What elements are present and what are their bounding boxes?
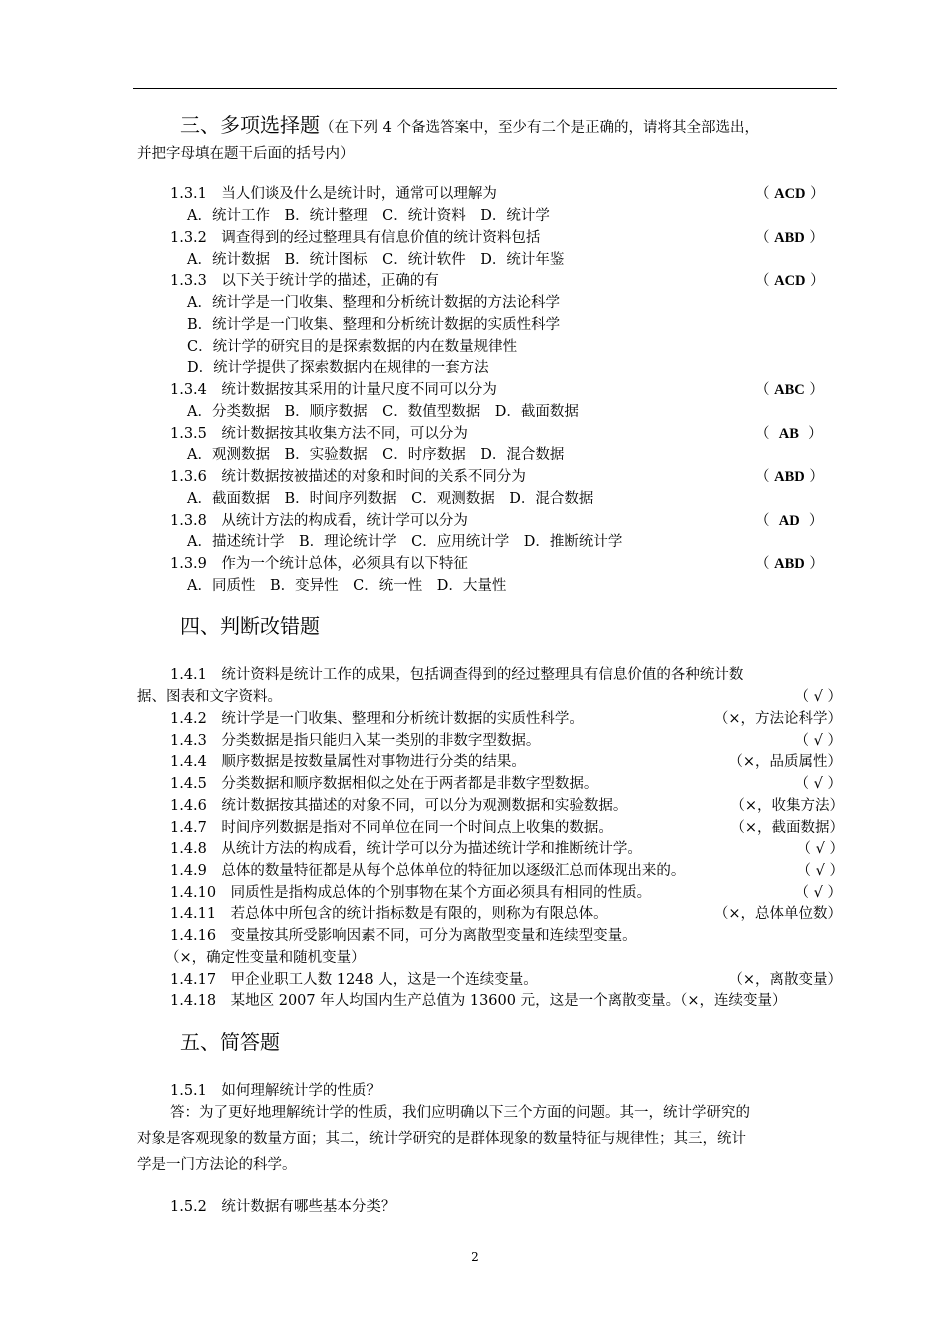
section-heading: 三、多项选择题 xyxy=(180,113,320,137)
judge-mark: （ √ ） xyxy=(794,689,842,705)
answer: （ ABD ） xyxy=(755,230,824,246)
judge-item: 1.4.16 变量按其所受影响因素不同，可分为离散型变量和连续型变量。 xyxy=(170,928,637,944)
judge-mark: （ √ ） xyxy=(796,841,844,857)
short-answer: 对象是客观现象的数量方面；其二，统计学研究的是群体现象的数量特征与规律性；其三，统计 xyxy=(137,1131,746,1147)
answer: （ ACD ） xyxy=(755,186,825,202)
question-stem: 1.3.6 统计数据按被描述的对象和时间的关系不同分为 xyxy=(170,469,526,485)
judge-item: 1.4.7 时间序列数据是指对不同单位在同一个时间点上收集的数据。 xyxy=(170,820,613,836)
question-stem: 1.3.8 从统计方法的构成看，统计学可以分为 xyxy=(170,513,468,529)
question-stem: 1.3.4 统计数据按其采用的计量尺度不同可以分为 xyxy=(170,382,497,398)
question-stem: 1.3.2 调查得到的经过整理具有信息价值的统计资料包括 xyxy=(170,230,541,246)
judge-item: 1.4.9 总体的数量特征都是从每个总体单位的特征加以逐级汇总而体现出来的。 xyxy=(170,863,686,879)
answer: （ ACD ） xyxy=(755,273,825,289)
judge-item: 1.4.11 若总体中所包含的统计指标数是有限的，则称为有限总体。 xyxy=(170,906,608,922)
answer: （ ABD ） xyxy=(755,469,824,485)
section-note: （在下列 4 个备选答案中，至少有二个是正确的，请将其全部选出， xyxy=(320,120,759,136)
short-question: 1.5.1 如何理解统计学的性质？ xyxy=(170,1083,381,1099)
judge-mark: （×，总体单位数） xyxy=(713,906,842,922)
options: A．截面数据 B．时间序列数据 C．观测数据 D．混合数据 xyxy=(187,491,594,507)
answer: （ AD ） xyxy=(755,513,824,529)
judge-item: 1.4.18 某地区 2007 年人均国内生产总值为 13600 元，这是一个离散变量。（×，连续变量） xyxy=(170,993,787,1009)
options: A．同质性 B．变异性 C．统一性 D．大量性 xyxy=(187,578,507,594)
options: A．观测数据 B．实验数据 C．时序数据 D．混合数据 xyxy=(187,447,565,463)
judge-item: 1.4.2 统计学是一门收集、整理和分析统计数据的实质性科学。 xyxy=(170,711,584,727)
judge-mark: （ √ ） xyxy=(794,733,842,749)
judge-item-cont: 据、图表和文字资料。 xyxy=(137,689,282,705)
judge-item-cont: （×，确定性变量和随机变量） xyxy=(165,950,366,966)
judge-mark: （ √ ） xyxy=(794,885,842,901)
short-answer: 答：为了更好地理解统计学的性质，我们应明确以下三个方面的问题。其一，统计学研究的 xyxy=(170,1105,750,1121)
options: A．统计数据 B．统计图标 C．统计软件 D．统计年鉴 xyxy=(187,252,565,268)
section-note-cont: 并把字母填在题干后面的括号内） xyxy=(137,146,355,162)
question-stem: 1.3.1 当人们谈及什么是统计时，通常可以理解为 xyxy=(170,186,497,202)
answer: （ AB ） xyxy=(755,426,823,442)
options: A．统计工作 B．统计整理 C．统计资料 D．统计学 xyxy=(187,208,550,224)
option: A．统计学是一门收集、整理和分析统计数据的方法论科学 xyxy=(187,295,560,311)
section-title-judge: 四、判断改错题 xyxy=(180,614,320,638)
question-stem: 1.3.9 作为一个统计总体，必须具有以下特征 xyxy=(170,556,468,572)
judge-mark: （×，收集方法） xyxy=(730,798,844,814)
judge-mark: （ √ ） xyxy=(796,863,844,879)
options: A．描述统计学 B．理论统计学 C．应用统计学 D．推断统计学 xyxy=(187,534,623,550)
section-title-multi xyxy=(180,112,759,141)
section-title-short: 五、简答题 xyxy=(180,1030,280,1054)
short-question: 1.5.2 统计数据有哪些基本分类？ xyxy=(170,1199,396,1215)
judge-item: 1.4.8 从统计方法的构成看，统计学可以分为描述统计学和推断统计学。 xyxy=(170,841,642,857)
judge-mark: （×，截面数据） xyxy=(730,820,844,836)
question-stem: 1.3.3 以下关于统计学的描述，正确的有 xyxy=(170,273,439,289)
options: A．分类数据 B．顺序数据 C．数值型数据 D．截面数据 xyxy=(187,404,579,420)
judge-item: 1.4.5 分类数据和顺序数据相似之处在于两者都是非数字型数据。 xyxy=(170,776,599,792)
judge-item: 1.4.6 统计数据按其描述的对象不同，可以分为观测数据和实验数据。 xyxy=(170,798,628,814)
judge-item: 1.4.4 顺序数据是按数量属性对事物进行分类的结果。 xyxy=(170,754,526,770)
option: C．统计学的研究目的是探索数据的内在数量规律性 xyxy=(187,339,518,355)
page-number: 2 xyxy=(471,1250,479,1264)
judge-item: 1.4.3 分类数据是指只能归入某一类别的非数字型数据。 xyxy=(170,733,541,749)
judge-item: 1.4.10 同质性是指构成总体的个别事物在某个方面必须具有相同的性质。 xyxy=(170,885,652,901)
judge-mark: （×，离散变量） xyxy=(728,972,842,988)
header-rule xyxy=(133,88,837,89)
option: B．统计学是一门收集、整理和分析统计数据的实质性科学 xyxy=(187,317,561,333)
question-stem: 1.3.5 统计数据按其收集方法不同，可以分为 xyxy=(170,426,468,442)
judge-mark: （×，品质属性） xyxy=(728,754,842,770)
judge-mark: （×，方法论科学） xyxy=(713,711,842,727)
answer: （ ABC ） xyxy=(755,382,824,398)
short-answer: 学是一门方法论的科学。 xyxy=(137,1157,297,1173)
judge-item: 1.4.1 统计资料是统计工作的成果，包括调查得到的经过整理具有信息价值的各种统计数 xyxy=(170,667,744,683)
judge-mark: （ √ ） xyxy=(794,776,842,792)
option: D．统计学提供了探索数据内在规律的一套方法 xyxy=(187,360,489,376)
answer: （ ABD ） xyxy=(755,556,824,572)
judge-item: 1.4.17 甲企业职工人数 1248 人，这是一个连续变量。 xyxy=(170,972,538,988)
